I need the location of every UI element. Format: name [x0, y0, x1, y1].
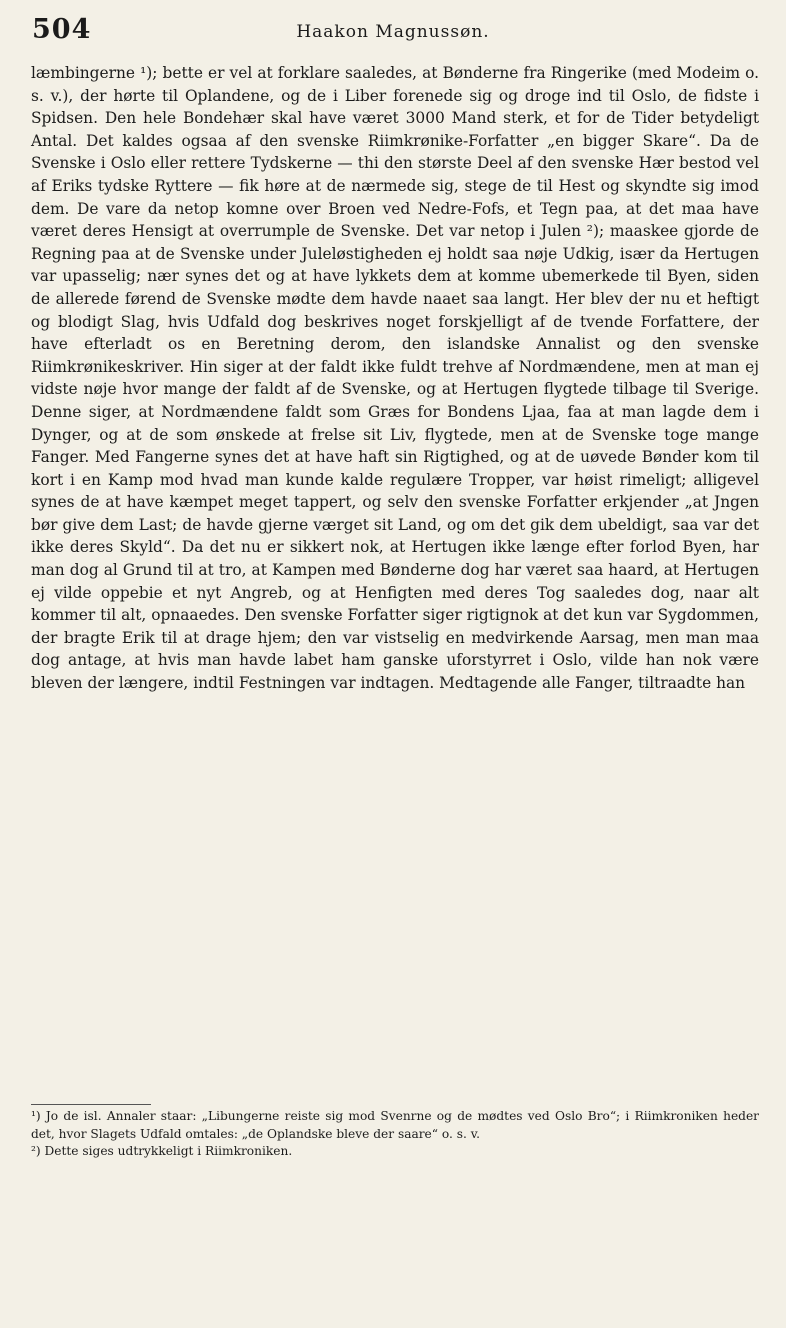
footnote-1-mark: ¹) [31, 1109, 41, 1123]
footnote-divider [31, 1104, 151, 1105]
footnote-2-text: Dette siges udtrykkeligt i Riimkroniken. [44, 1144, 293, 1158]
page-number: 504 [32, 14, 92, 45]
footnote-2-mark: ²) [31, 1144, 41, 1158]
footnote-1 [31, 1108, 759, 1143]
paragraph: læmbingerne ¹); bette er vel at forklare saaledes, at Bønderne fra Ringerike (med Modeim o. s. v.), der hørte til Oplandene, og de i Liber forenede sig og droge ind til Oslo, de fidste i Spidsen. Den hele Bondehær skal have været 3000 Mand sterk, et for de Tider betydeligt Antal. Det kaldes ogsaa af den svenske Riimkrønike-Forfatter „en bigger Skare“. Da de Svenske i Oslo eller rettere Tydskerne — thi den største Deel af den svenske Hær bestod vel af Eriks tydske Ryttere — fik høre at de nærmede sig, stege de til Hest og skyndte sig imod dem. De vare da netop komne over Broen ved Nedre-Fofs, et Tegn paa, at det maa have været deres Hensigt at overrumple de Svenske. Det var netop i Julen ²); maaskee gjorde de Regning paa at de Svenske under Juleløstigheden ej holdt saa nøje Udkig, især da Hertugen var upasselig; nær synes det og at have lykkets dem at komme ubemerkede til Byen, siden de allerede førend de Svenske mødte dem havde naaet saa langt. Her blev der nu et heftigt og blodigt Slag, hvis Udfald dog beskrives noget forskjelligt af de tvende Forfattere, der have efterladt os en Beretning derom, den islandske Annalist og den svenske Riimkrønikeskriver. Hin siger at der faldt ikke fuldt trehve af Nordmændene, men at man ej vidste nøje hvor mange der faldt af de Svenske, og at Hertugen flygtede tilbage til Sverige. Denne siger, at Nordmændene faldt som Græs for Bondens Ljaa, faa at man lagde dem i Dynger, og at de som ønskede at frelse sit Liv, flygtede, men at de Svenske toge mange Fanger. Med Fangerne synes det at have haft sin Rigtighed, og at de uøvede Bønder kom til kort i en Kamp mod hvad man kunde kalde regulære Tropper, var høist rimeligt; alligevel synes de at have kæmpet meget tappert, og selv den svenske Forfatter erkjender „at Jngen bør give dem Last; de havde gjerne værget sit Land, og om det gik dem ubeldigt, saa var det ikke deres Skyld“. Da det nu er sikkert nok, at Hertugen ikke længe efter forlod Byen, har man dog al Grund til at tro, at Kampen med Bønderne dog har været saa haard, at Hertugen ej vilde oppebie et nyt Angreb, og at Henfigten med deres Tog saaledes dog, naar alt kommer til alt, opnaaedes. Den svenske Forfatter siger rigtignok at det kun var Sygdommen, der bragte Erik til at drage hjem; den var vistselig en medvirkende Aarsag, men man maa dog antage, at hvis man havde labet ham ganske uforstyrret i Oslo, vilde han nok være bleven der længere, indtil Festningen var indtagen. Medtagende alle Fanger, tiltraadte han [31, 64, 759, 693]
running-title: Haakon Magnussøn. [296, 22, 490, 42]
main-text [31, 62, 759, 695]
footnote-2 [31, 1143, 759, 1161]
footnote-1-text: Jo de isl. Annaler staar: „Libungerne reiste sig mod Svenrne og de mødtes ved Oslo Bro“; i Riimkroniken heder det, hvor Slagets Udfald omtales: „de Oplandske bleve der saare“ o. s. v. [31, 1109, 759, 1141]
footnotes [31, 1108, 759, 1161]
